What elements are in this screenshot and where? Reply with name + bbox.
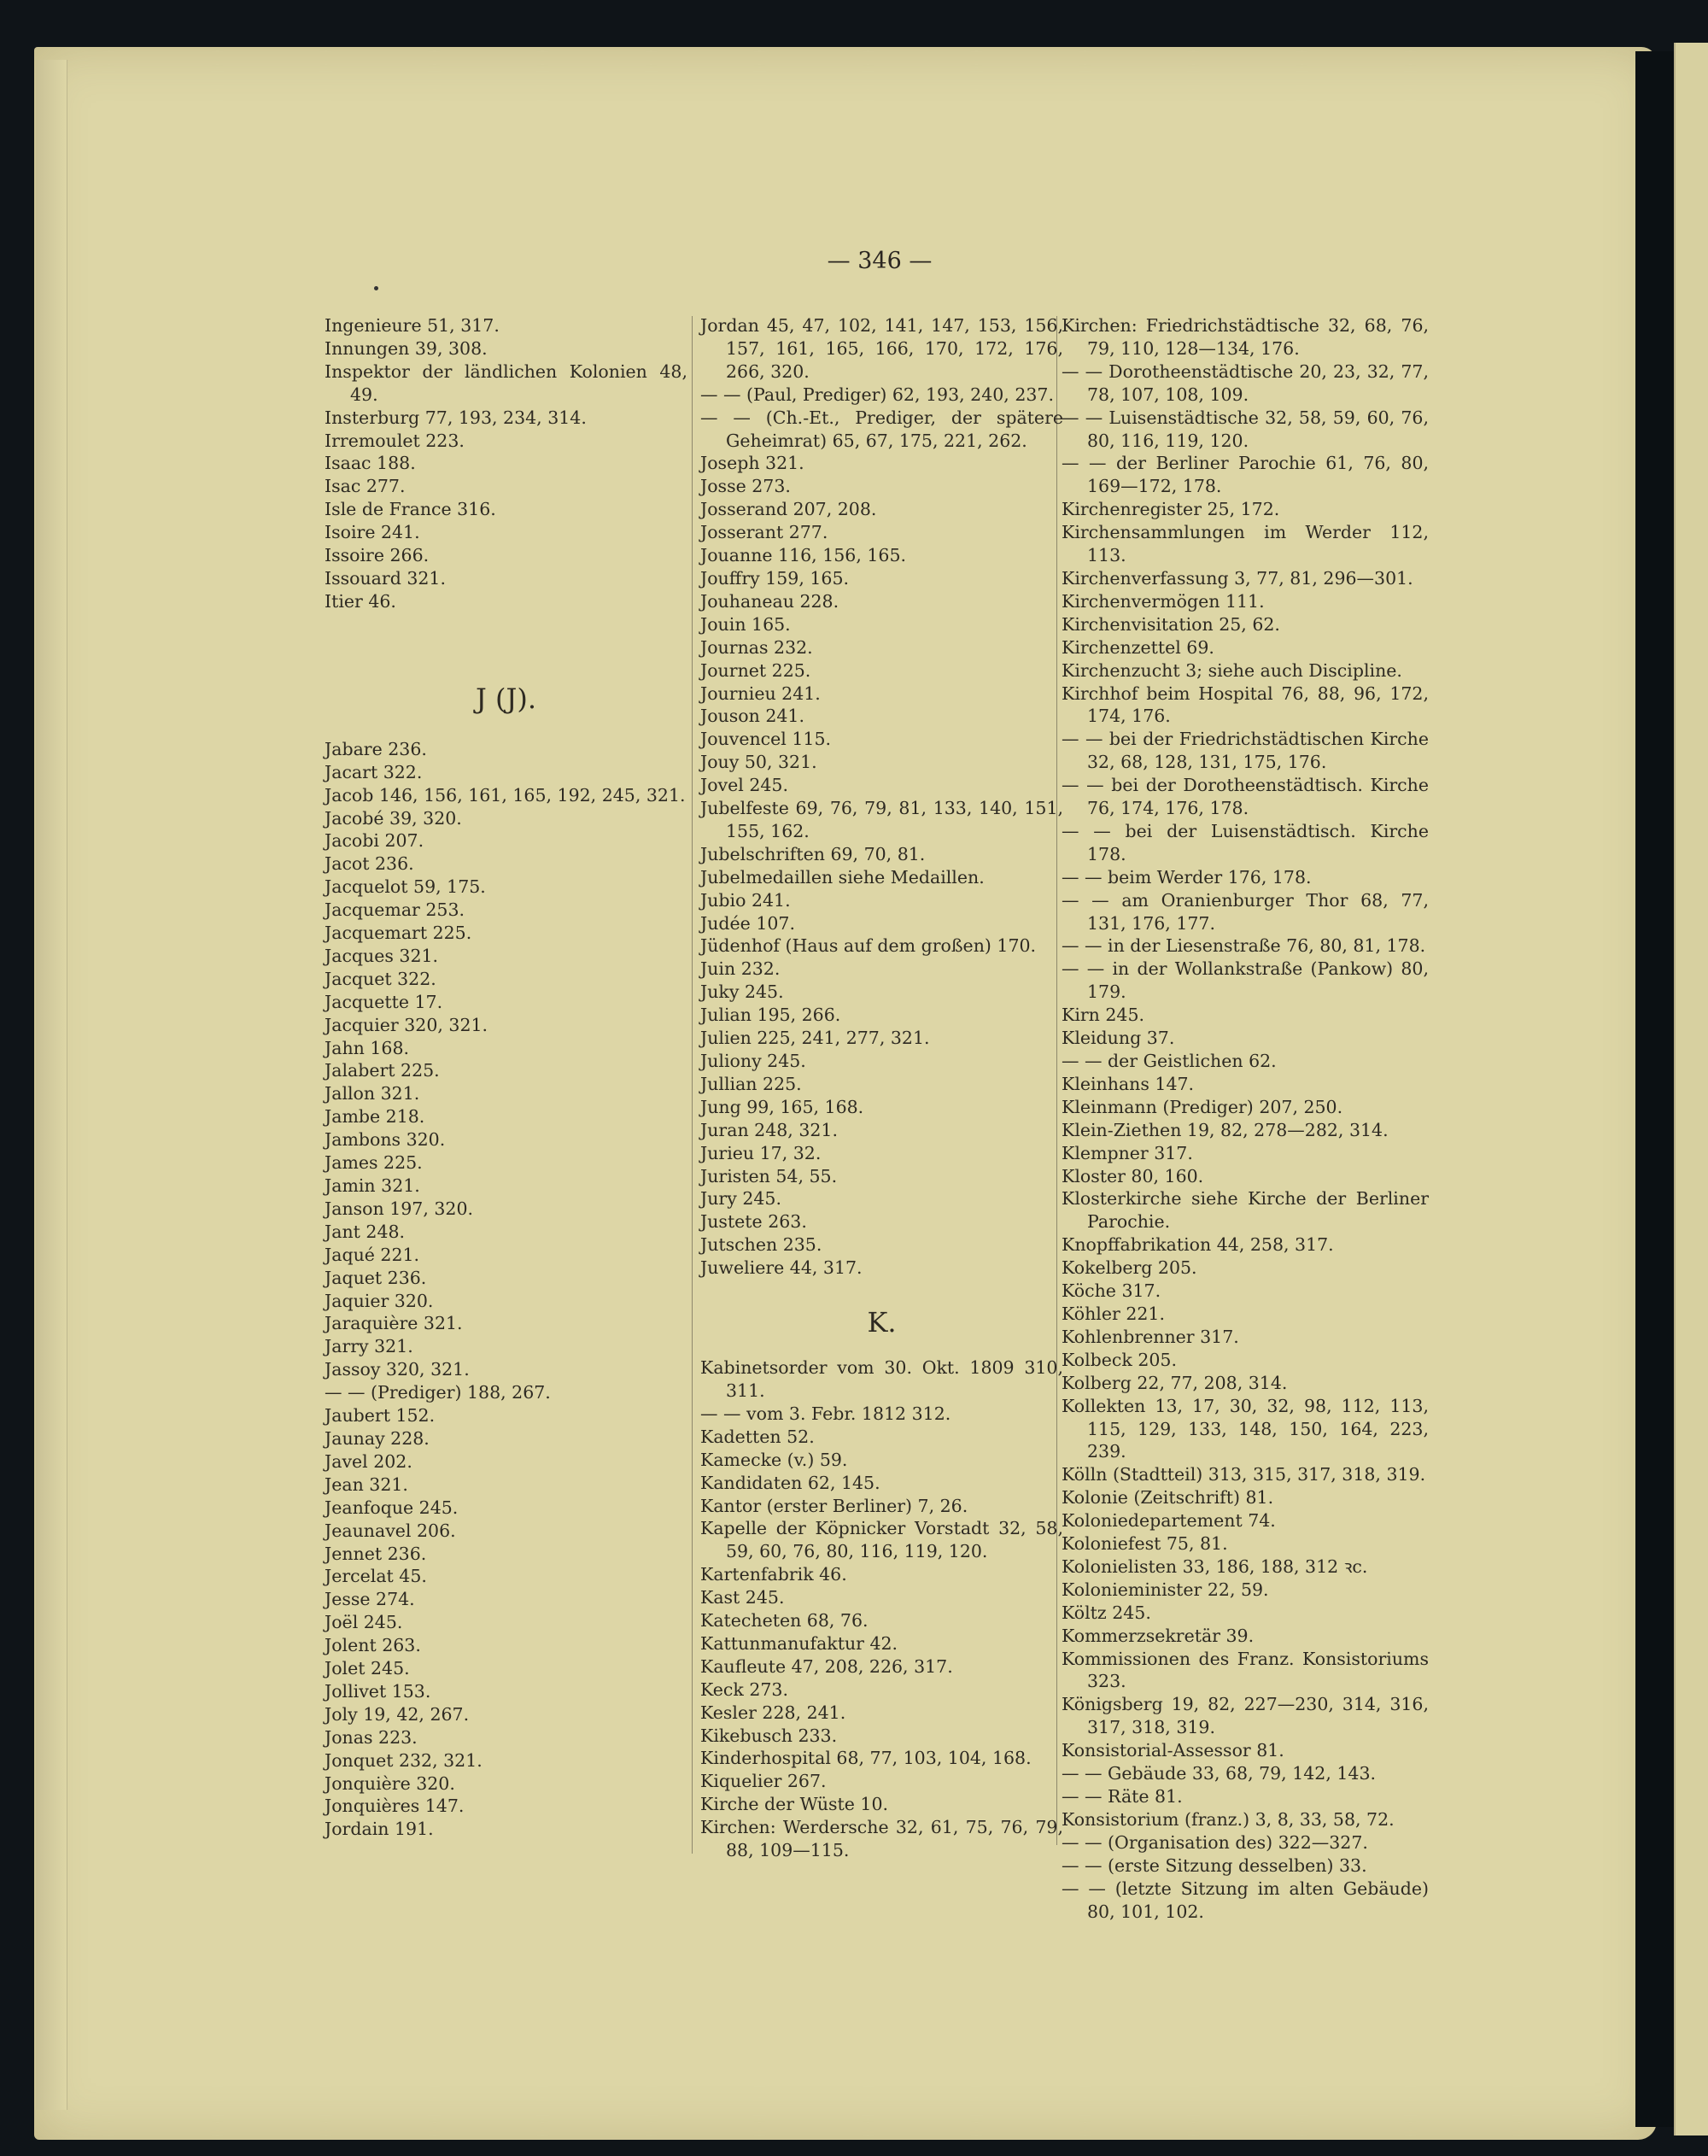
index-entry: Jubelmedaillen siehe Medaillen. <box>700 866 985 888</box>
index-entry: Jacquemar 253. <box>325 899 465 921</box>
index-entry: Kölln (Stadtteil) 313, 315, 317, 318, 319. <box>1062 1464 1426 1485</box>
index-entry: — — in der Liesenstraße 76, 80, 81, 178. <box>1062 935 1426 957</box>
index-entry: Kadetten 52. <box>700 1426 815 1447</box>
index-entry: Joël 245. <box>325 1612 403 1633</box>
index-entry: Kartenfabrik 46. <box>700 1564 847 1585</box>
index-entry: Jambe 218. <box>325 1106 425 1128</box>
index-entry: Jacquemart 225. <box>325 923 472 944</box>
index-entry: Kirchenvisitation 25, 62. <box>1062 613 1280 635</box>
index-entry: Jubio 241. <box>700 889 791 911</box>
index-entry: — — der Geistlichen 62. <box>1062 1051 1277 1071</box>
entry-group <box>325 738 687 1842</box>
index-entry: Jacobi 207. <box>325 830 424 852</box>
index-entry: Jahn 168. <box>325 1037 410 1058</box>
index-entry: Jean 321. <box>325 1473 408 1495</box>
index-entry: Kaufleute 47, 208, 226, 317. <box>700 1655 953 1677</box>
index-entry: Jacquelot 59, 175. <box>325 876 486 898</box>
index-column-2 <box>700 314 1063 1862</box>
index-entry: — — Räte 81. <box>1062 1786 1183 1807</box>
index-entry: Konsistorium (franz.) 3, 8, 33, 58, 72. <box>1062 1808 1395 1830</box>
index-entry: Jung 99, 165, 168. <box>700 1096 864 1117</box>
index-entry: Königsberg 19, 82, 227—230, 314, 316, 317, 318, 319. <box>1062 1694 1429 1738</box>
index-entry: Jolent 263. <box>325 1635 421 1656</box>
index-entry: Kast 245. <box>700 1587 785 1608</box>
index-entry: Janson 197, 320. <box>325 1198 474 1219</box>
index-entry: Kirchenregister 25, 172. <box>1062 499 1280 520</box>
index-entry: Innungen 39, 308. <box>325 337 488 359</box>
index-entry: Konsistorial-Assessor 81. <box>1062 1740 1284 1761</box>
index-entry: Jant 248. <box>325 1221 406 1242</box>
index-entry: Klosterkirche siehe Kirche der Berliner Parochie. <box>1062 1188 1429 1233</box>
index-entry: Jouson 241. <box>700 706 804 727</box>
entry-group <box>700 314 1063 1280</box>
index-entry: Kolonielisten 33, 186, 188, 312 ꝛc. <box>1062 1555 1368 1577</box>
index-entry: Kattunmanufaktur 42. <box>700 1632 898 1654</box>
index-entry: Köche 317. <box>1062 1280 1161 1302</box>
index-entry: Justete 263. <box>700 1211 807 1233</box>
index-entry: Judée 107. <box>700 912 795 934</box>
index-entry: Itier 46. <box>325 590 396 612</box>
index-entry: Jonquières 147. <box>325 1796 465 1817</box>
index-entry: Kollekten 13, 17, 30, 32, 98, 112, 113, 115, 129, 133, 148, 150, 164, 223, 239. <box>1062 1395 1429 1462</box>
index-entry: Knopffabrikation 44, 258, 317. <box>1062 1234 1334 1256</box>
page-number: — 346 — <box>827 248 933 274</box>
index-entry: — — bei der Luisenstädtisch. Kirche 178. <box>1062 820 1429 864</box>
index-entry: Jurieu 17, 32. <box>700 1142 822 1163</box>
index-entry: Jouvencel 115. <box>700 729 832 750</box>
index-entry: Juran 248, 321. <box>700 1119 838 1140</box>
index-entry: Jouy 50, 321. <box>700 752 817 773</box>
index-entry: Jubelschriften 69, 70, 81. <box>700 843 926 864</box>
index-entry: Kleidung 37. <box>1062 1028 1175 1049</box>
adjacent-page-edge <box>1674 43 1708 2135</box>
index-entry: Josse 273. <box>700 476 791 497</box>
index-entry: — — bei der Dorotheenstädtisch. Kirche 76, 174, 176, 178. <box>1062 775 1429 819</box>
ink-speck <box>374 286 378 290</box>
index-entry: Jassoy 320, 321. <box>325 1359 470 1380</box>
index-entry: Jacot 236. <box>325 853 414 875</box>
index-entry: Jamin 321. <box>325 1175 420 1196</box>
index-entry: Jacob 146, 156, 161, 165, 192, 245, 321. <box>325 784 686 806</box>
index-entry: Köhler 221. <box>1062 1303 1165 1324</box>
index-entry: Jacquier 320, 321. <box>325 1014 488 1035</box>
index-entry: Kapelle der Köpnicker Vorstadt 32, 58, 59, 60, 76, 80, 116, 119, 120. <box>700 1518 1063 1562</box>
index-entry: — — (Organisation des) 322—327. <box>1062 1831 1368 1853</box>
entry-group <box>325 314 687 613</box>
index-entry: — — in der Wollankstraße (Pankow) 80, 179. <box>1062 958 1429 1003</box>
index-entry: Kiquelier 267. <box>700 1771 827 1792</box>
index-entry: Jouin 165. <box>700 613 791 635</box>
index-entry: Keck 273. <box>700 1679 788 1700</box>
index-entry: Jacobé 39, 320. <box>325 807 462 829</box>
index-entry: Jaraquière 321. <box>325 1313 463 1334</box>
index-entry: Jouffry 159, 165. <box>700 567 850 589</box>
index-entry: — — bei der Friedrichstädtischen Kirche 32, 68, 128, 131, 175, 176. <box>1062 729 1429 773</box>
index-entry: Kleinhans 147. <box>1062 1073 1195 1094</box>
index-entry: Jacquet 322. <box>325 968 436 989</box>
index-entry: Jollivet 153. <box>325 1680 431 1702</box>
index-entry: Issouard 321. <box>325 567 446 589</box>
index-entry: Jury 245. <box>700 1188 781 1210</box>
index-entry: — — (letzte Sitzung im alten Gebäude) 80, 101, 102. <box>1062 1878 1429 1922</box>
index-entry: Katecheten 68, 76. <box>700 1610 869 1632</box>
index-entry: Kesler 228, 241. <box>700 1702 846 1723</box>
index-entry: Jaubert 152. <box>325 1405 436 1427</box>
index-entry: Koloniedepartement 74. <box>1062 1510 1276 1532</box>
index-entry: Jeanfoque 245. <box>325 1497 459 1518</box>
index-entry: Jeaunavel 206. <box>325 1520 456 1541</box>
index-entry: Irremoulet 223. <box>325 430 465 451</box>
index-entry: — — Dorotheenstädtische 20, 23, 32, 77, 78, 107, 108, 109. <box>1062 360 1429 405</box>
index-entry: Jaquier 320. <box>325 1290 434 1311</box>
index-entry: — — (Ch.-Et., Prediger, der spätere Geheimrat) 65, 67, 175, 221, 262. <box>700 407 1063 451</box>
index-entry: Jambons 320. <box>325 1129 446 1151</box>
index-entry: Kabinetsorder vom 30. Okt. 1809 310, 311. <box>700 1357 1063 1401</box>
index-entry: Jaquet 236. <box>325 1267 427 1288</box>
index-entry: Kolbeck 205. <box>1062 1349 1177 1370</box>
index-entry: Kirchhof beim Hospital 76, 88, 96, 172, 174, 176. <box>1062 683 1429 727</box>
index-entry: Jarry 321. <box>325 1336 413 1357</box>
index-entry: Jalabert 225. <box>325 1060 440 1081</box>
index-entry: Josserant 277. <box>700 522 828 543</box>
index-entry: Kommerzsekretär 39. <box>1062 1625 1255 1646</box>
index-entry: Journieu 241. <box>700 683 821 704</box>
index-entry: Juky 245. <box>700 981 784 1003</box>
entry-group <box>1062 314 1429 1923</box>
index-entry: — — am Oranienburger Thor 68, 77, 131, 176, 177. <box>1062 889 1429 934</box>
index-entry: Jaqué 221. <box>325 1244 420 1265</box>
index-entry: Klempner 317. <box>1062 1142 1193 1163</box>
index-entry: Kirchenzettel 69. <box>1062 636 1214 658</box>
index-entry: Juristen 54, 55. <box>700 1165 838 1186</box>
index-entry: Jacart 322. <box>325 761 423 782</box>
index-entry: Joly 19, 42, 267. <box>325 1703 470 1725</box>
index-entry: Jutschen 235. <box>700 1234 822 1256</box>
index-entry: Koloniefest 75, 81. <box>1062 1533 1228 1555</box>
entry-group <box>700 1356 1063 1862</box>
index-entry: Isac 277. <box>325 476 406 497</box>
index-entry: Jonas 223. <box>325 1726 418 1748</box>
index-entry: James 225. <box>325 1152 423 1174</box>
index-entry: Jonquière 320. <box>325 1772 455 1794</box>
index-entry: Juliony 245. <box>700 1051 806 1071</box>
section-heading-k: K. <box>867 1306 897 1339</box>
index-entry: Jullian 225. <box>700 1073 802 1094</box>
index-entry: — — (Prediger) 188, 267. <box>325 1382 551 1403</box>
index-entry: Jonquet 232, 321. <box>325 1749 483 1771</box>
index-entry: Kirn 245. <box>1062 1005 1145 1026</box>
index-entry: Juin 232. <box>700 958 781 980</box>
index-entry: Jacquette 17. <box>325 991 443 1012</box>
index-entry: Jordan 45, 47, 102, 141, 147, 153, 156, 157, 161, 165, 166, 170, 172, 176, 266, 320. <box>700 315 1063 382</box>
index-entry: Issoire 266. <box>325 545 430 566</box>
index-column-3 <box>1062 314 1429 1923</box>
index-entry: — — beim Werder 176, 178. <box>1062 866 1312 888</box>
index-entry: Jallon 321. <box>325 1083 420 1104</box>
index-entry: — — (Paul, Prediger) 62, 193, 240, 237. <box>700 384 1054 405</box>
index-entry: Joseph 321. <box>700 453 804 474</box>
index-entry: Jesse 274. <box>325 1589 415 1610</box>
index-entry: Kleinmann (Prediger) 207, 250. <box>1062 1096 1343 1117</box>
section-heading-j: J (J). <box>476 682 536 715</box>
index-entry: Költz 245. <box>1062 1602 1151 1623</box>
index-entry: Kirchensammlungen im Werder 112, 113. <box>1062 522 1429 566</box>
index-entry: Kantor (erster Berliner) 7, 26. <box>700 1495 968 1516</box>
index-entry: Kirchen: Friedrichstädtische 32, 68, 76, 79, 110, 128—134, 176. <box>1062 315 1429 359</box>
index-entry: Kolberg 22, 77, 208, 314. <box>1062 1372 1288 1393</box>
index-entry: Kolonieminister 22, 59. <box>1062 1579 1269 1600</box>
index-column-1 <box>325 314 687 1841</box>
index-entry: Kamecke (v.) 59. <box>700 1449 848 1470</box>
index-entry: Josserand 207, 208. <box>700 499 877 520</box>
index-entry: Kloster 80, 160. <box>1062 1165 1204 1186</box>
index-entry: Julian 195, 266. <box>700 1005 841 1026</box>
index-entry: Jouhaneau 228. <box>700 590 839 612</box>
index-entry: Kolonie (Zeitschrift) 81. <box>1062 1487 1274 1509</box>
index-entry: Kandidaten 62, 145. <box>700 1472 880 1493</box>
index-entry: Kirche der Wüste 10. <box>700 1794 889 1815</box>
index-entry: Kikebusch 233. <box>700 1725 838 1746</box>
index-entry: — — (erste Sitzung desselben) 33. <box>1062 1854 1367 1876</box>
index-entry: Jüdenhof (Haus auf dem großen) 170. <box>700 935 1037 957</box>
index-entry: Inspektor der ländlichen Kolonien 48, 49. <box>325 360 687 405</box>
index-entry: Julien 225, 241, 277, 321. <box>700 1028 930 1049</box>
index-entry: Jordain 191. <box>325 1819 434 1840</box>
index-entry: Juweliere 44, 317. <box>700 1257 863 1279</box>
column-rule-left <box>692 316 693 1854</box>
index-entry: Ingenieure 51, 317. <box>325 315 500 336</box>
index-entry: — — Luisenstädtische 32, 58, 59, 60, 76, 80, 116, 119, 120. <box>1062 407 1429 451</box>
index-entry: — — der Berliner Parochie 61, 76, 80, 169—172, 178. <box>1062 453 1429 497</box>
page-fold-edge <box>36 60 67 2110</box>
index-entry: Jennet 236. <box>325 1543 427 1564</box>
index-entry: Isle de France 316. <box>325 499 496 520</box>
index-entry: Kirchen: Werdersche 32, 61, 75, 76, 79, 88, 109—115. <box>700 1817 1063 1861</box>
index-entry: Isaac 188. <box>325 453 416 474</box>
index-entry: Kohlenbrenner 317. <box>1062 1326 1239 1347</box>
index-entry: Klein-Ziethen 19, 82, 278—282, 314. <box>1062 1119 1389 1140</box>
index-entry: Javel 202. <box>325 1450 412 1472</box>
index-entry: Jacques 321. <box>325 945 439 966</box>
index-entry: Jubelfeste 69, 76, 79, 81, 133, 140, 151, 155, 162. <box>700 798 1063 841</box>
index-entry: Kinderhospital 68, 77, 103, 104, 168. <box>700 1748 1032 1769</box>
index-entry: Jovel 245. <box>700 775 788 796</box>
index-entry: Kommissionen des Franz. Konsistoriums 323. <box>1062 1648 1429 1692</box>
index-entry: Isoire 241. <box>325 522 420 543</box>
index-entry: Jabare 236. <box>325 738 427 759</box>
index-entry: Jaunay 228. <box>325 1427 430 1449</box>
index-entry: Journas 232. <box>700 636 813 658</box>
index-entry: Kirchenverfassung 3, 77, 81, 296—301. <box>1062 567 1413 589</box>
index-entry: Journet 225. <box>700 659 811 681</box>
index-entry: Jouanne 116, 156, 165. <box>700 545 907 566</box>
index-entry: Kirchenzucht 3; siehe auch Discipline. <box>1062 659 1402 681</box>
index-entry: — — vom 3. Febr. 1812 312. <box>700 1403 951 1424</box>
index-entry: Jolet 245. <box>325 1658 410 1679</box>
index-entry: Insterburg 77, 193, 234, 314. <box>325 407 587 428</box>
index-entry: Kirchenvermögen 111. <box>1062 590 1265 612</box>
index-entry: — — Gebäude 33, 68, 79, 142, 143. <box>1062 1763 1377 1784</box>
index-entry: Jercelat 45. <box>325 1566 427 1587</box>
index-entry: Kokelberg 205. <box>1062 1257 1197 1279</box>
